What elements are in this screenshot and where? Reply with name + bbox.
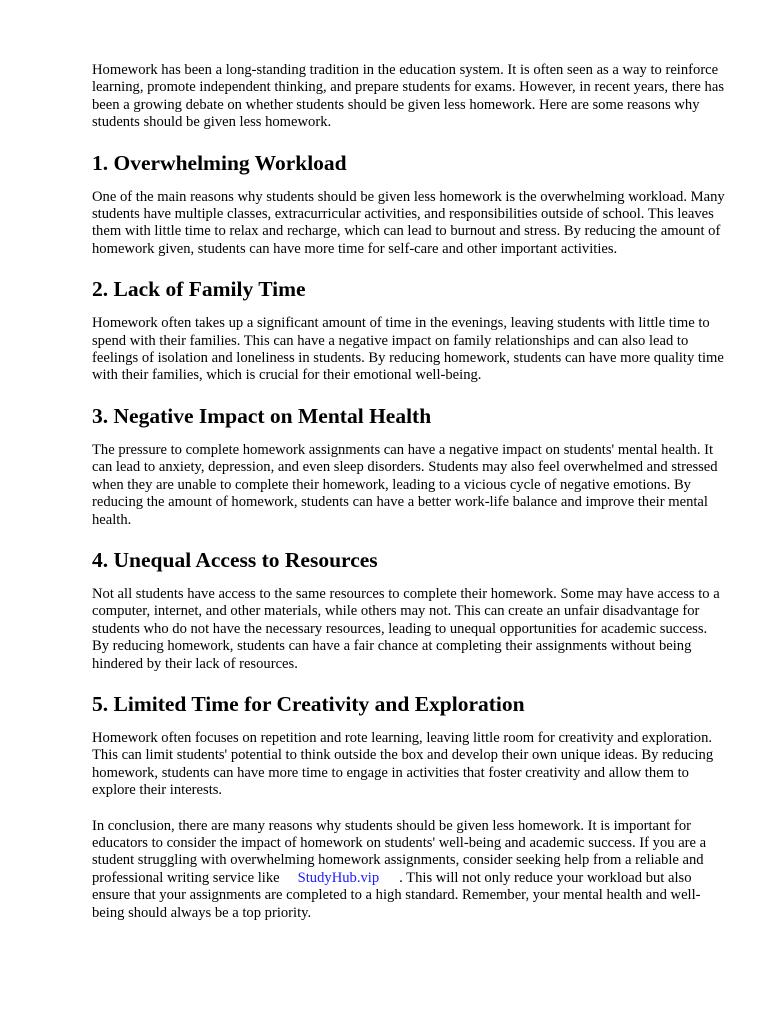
section-heading-family-time: 2. Lack of Family Time: [92, 277, 306, 302]
intro-paragraph: Homework has been a long-standing tradition in the education system. It is often seen as a way to reinforce learning, promote independent thinking, and prepare students for exams. However, in recent years, there has been a growing debate on whether students should be given less homework. Here are some reasons why students should be given less homework.: [92, 62, 724, 131]
studyhub-link[interactable]: StudyHub.vip: [297, 869, 380, 886]
section-body-family-time: Homework often takes up a significant amount of time in the evenings, leaving students with little time to spend with their families. This can have a negative impact on family relationships and can also lead to feelings of isolation and loneliness in students. By reducing homework, students can have more quality time with their families, which is crucial for their emotional well-being.: [92, 315, 724, 384]
section-body-overwhelming-workload: One of the main reasons why students should be given less homework is the overwhelming workload. Many students have multiple classes, extracurricular activities, and responsibilities outside of school. This leaves them with little time to relax and recharge, which can lead to burnout and stress. By reducing the amount of homework given, students can have more time for self-care and other important activities.: [92, 188, 725, 257]
section-body-mental-health: The pressure to complete homework assignments can have a negative impact on students' mental health. It can lead to anxiety, depression, and even sleep disorders. Students may also feel overwhelmed and stressed when they are unable to complete their homework, leading to a vicious cycle of negative emotions. By reducing the amount of homework, students can have a better work-life balance and improve their mental health.: [92, 441, 718, 528]
section-body-creativity: Homework often focuses on repetition and rote learning, leaving little room for creativity and exploration. This can limit students' potential to think outside the box and develop their own unique ideas. By reducing homework, students can have more time to engage in activities that foster creativity and allow them to explore their interests.: [92, 729, 714, 799]
conclusion-text-before-link: In conclusion, there are many reasons why students should be given less homework. It is important for educators to consider the impact of homework on students' well-being and academic success. If you are a student struggling with overwhelming homework assignments, consider seeking help from a reliable and professional writing service like: [92, 817, 707, 886]
conclusion-paragraph: [92, 818, 726, 922]
conclusion-text-after-link: . This will not only reduce your workload but also ensure that your assignments are completed to a high standard. Remember, your mental health and well-being should always be a top priority.: [92, 869, 701, 921]
section-body-unequal-access: Not all students have access to the same resources to complete their homework. Some may have access to a computer, internet, and other materials, while others may not. This can create an unfair disadvantage for students who do not have the necessary resources, leading to unequal opportunities for academic success. By reducing homework, students can have a fair chance at completing their assignments without being hindered by their lack of resources.: [92, 585, 720, 672]
section-heading-creativity: 5. Limited Time for Creativity and Exploration: [92, 691, 525, 716]
document-page: [92, 62, 726, 922]
section-heading-overwhelming-workload: 1. Overwhelming Workload: [92, 150, 347, 175]
section-heading-mental-health: 3. Negative Impact on Mental Health: [92, 403, 432, 428]
section-heading-unequal-access: 4. Unequal Access to Resources: [92, 547, 378, 572]
